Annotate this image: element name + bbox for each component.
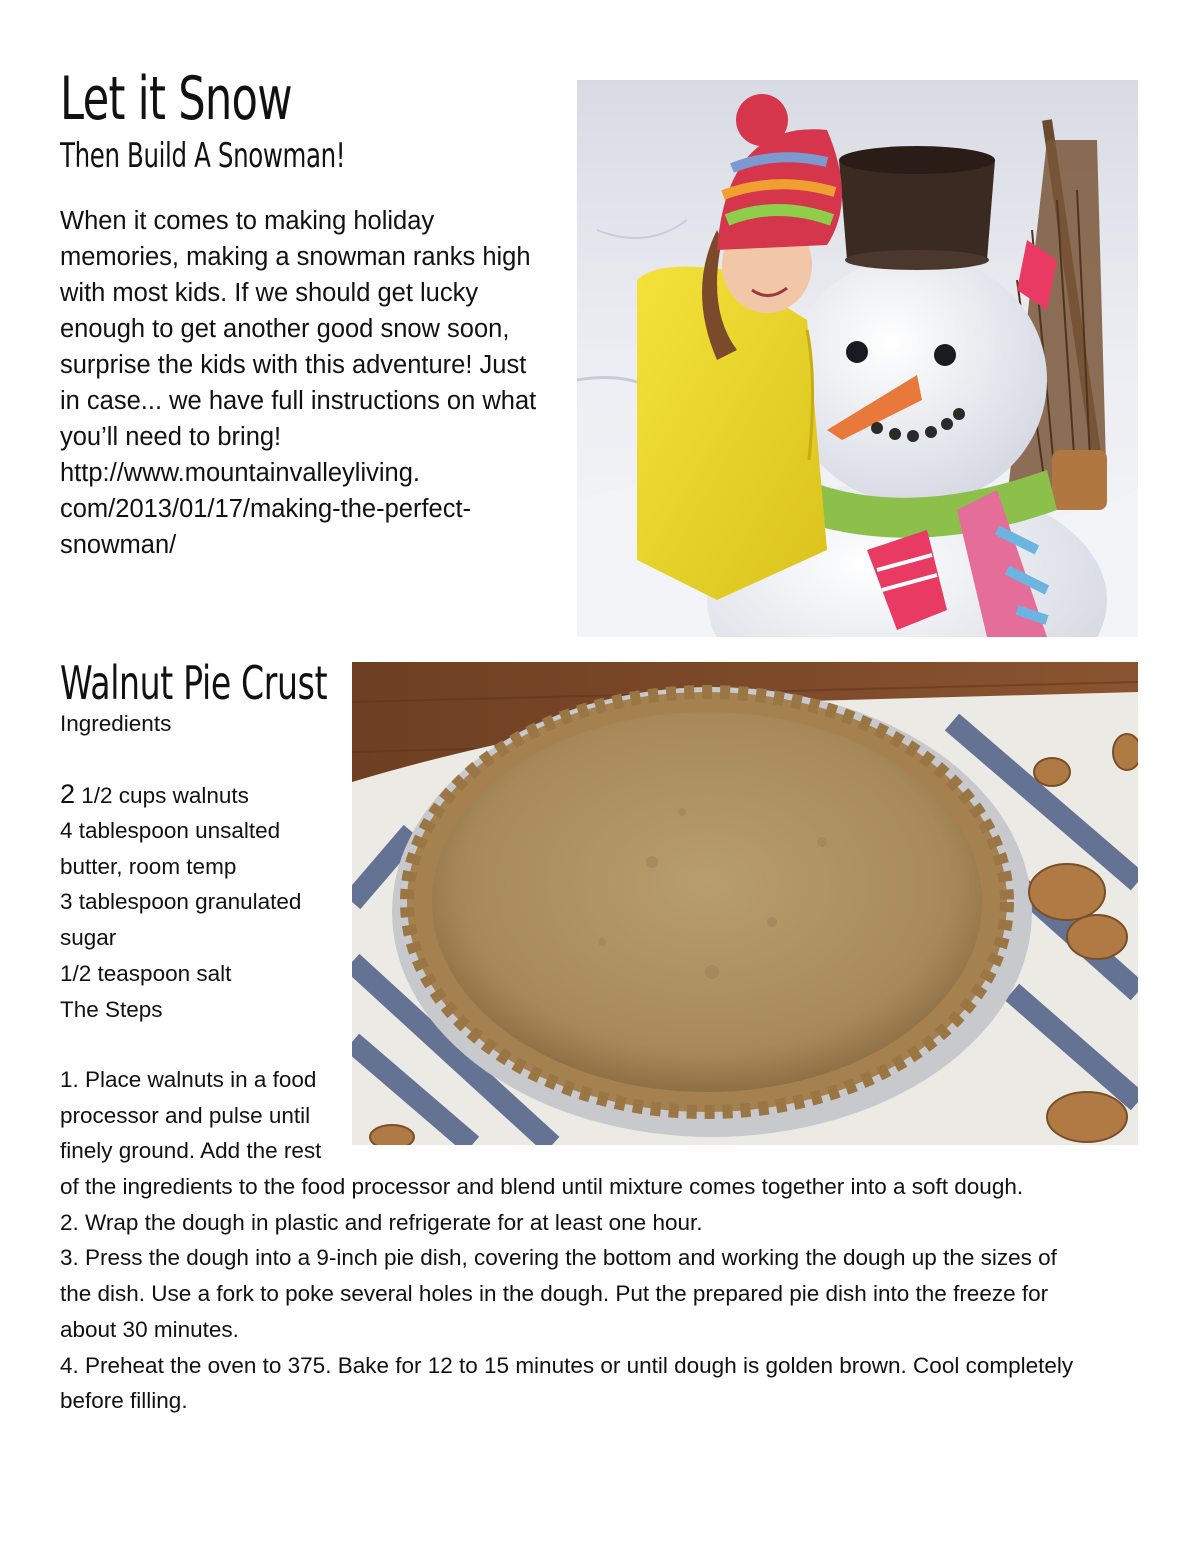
- intro-link-line: com/2013/01/17/making-the-perfect-: [60, 495, 472, 523]
- ingredient-item: 3 tablespoon granulated: [60, 889, 302, 915]
- ingredients-heading: Ingredients: [60, 711, 172, 736]
- step-line: the dish. Use a fork to poke several holes in the dough. Put the prepared pie dish into the freeze for: [60, 1281, 1049, 1307]
- ingredient-item: 1/2 teaspoon salt: [60, 960, 232, 986]
- intro-line: in case... we have full instructions on what: [60, 387, 537, 415]
- step-line: before filling.: [60, 1388, 188, 1414]
- ingredient-item: sugar: [60, 925, 117, 951]
- step-line: 4. Preheat the oven to 375. Bake for 12 to 15 minutes or until dough is golden brown. Cool completely: [60, 1352, 1074, 1378]
- page-subtitle: Then Build A Snowman!: [60, 136, 346, 176]
- intro-line: enough to get another good snow soon,: [60, 315, 510, 343]
- intro-link-line: snowman/: [60, 531, 177, 559]
- intro-line: surprise the kids with this adventure! Just: [60, 351, 527, 379]
- step-line: 3. Press the dough into a 9-inch pie dish, covering the bottom and working the dough up the sizes of: [60, 1245, 1057, 1271]
- ingredient-item: [60, 777, 350, 813]
- intro-link-line: http://www.mountainvalleyliving.: [60, 459, 421, 487]
- ingredient-item: 4 tablespoon unsalted: [60, 818, 281, 844]
- page-title: Let it Snow: [60, 64, 292, 134]
- intro-line: with most kids. If we should get lucky: [60, 279, 479, 307]
- step-line: of the ingredients to the food processor and blend until mixture comes together into a soft dough.: [60, 1174, 1024, 1200]
- ingredients-block: [60, 706, 350, 1027]
- intro-line: memories, making a snowman ranks high: [60, 243, 531, 271]
- blank-line: [60, 742, 350, 778]
- steps-heading: The Steps: [60, 996, 163, 1022]
- step-line: processor and pulse until: [60, 1102, 311, 1128]
- intro-paragraph: [60, 203, 580, 563]
- recipe-title: Walnut Pie Crust: [60, 656, 328, 710]
- girl-snowman-photo: [577, 80, 1138, 637]
- steps-block: [60, 1062, 1150, 1419]
- ingredient-item: butter, room temp: [60, 853, 237, 879]
- ingredient-text: 1/2 cups walnuts: [75, 783, 249, 809]
- step-line: 1. Place walnuts in a food: [60, 1067, 317, 1092]
- step-line: finely ground. Add the rest: [60, 1138, 322, 1164]
- step-line: about 30 minutes.: [60, 1316, 239, 1342]
- ingredient-quantity: 2: [60, 779, 76, 810]
- intro-line: When it comes to making holiday: [60, 207, 435, 235]
- intro-line: you’ll need to bring!: [60, 423, 282, 451]
- step-line: 2. Wrap the dough in plastic and refrigerate for at least one hour.: [60, 1209, 703, 1235]
